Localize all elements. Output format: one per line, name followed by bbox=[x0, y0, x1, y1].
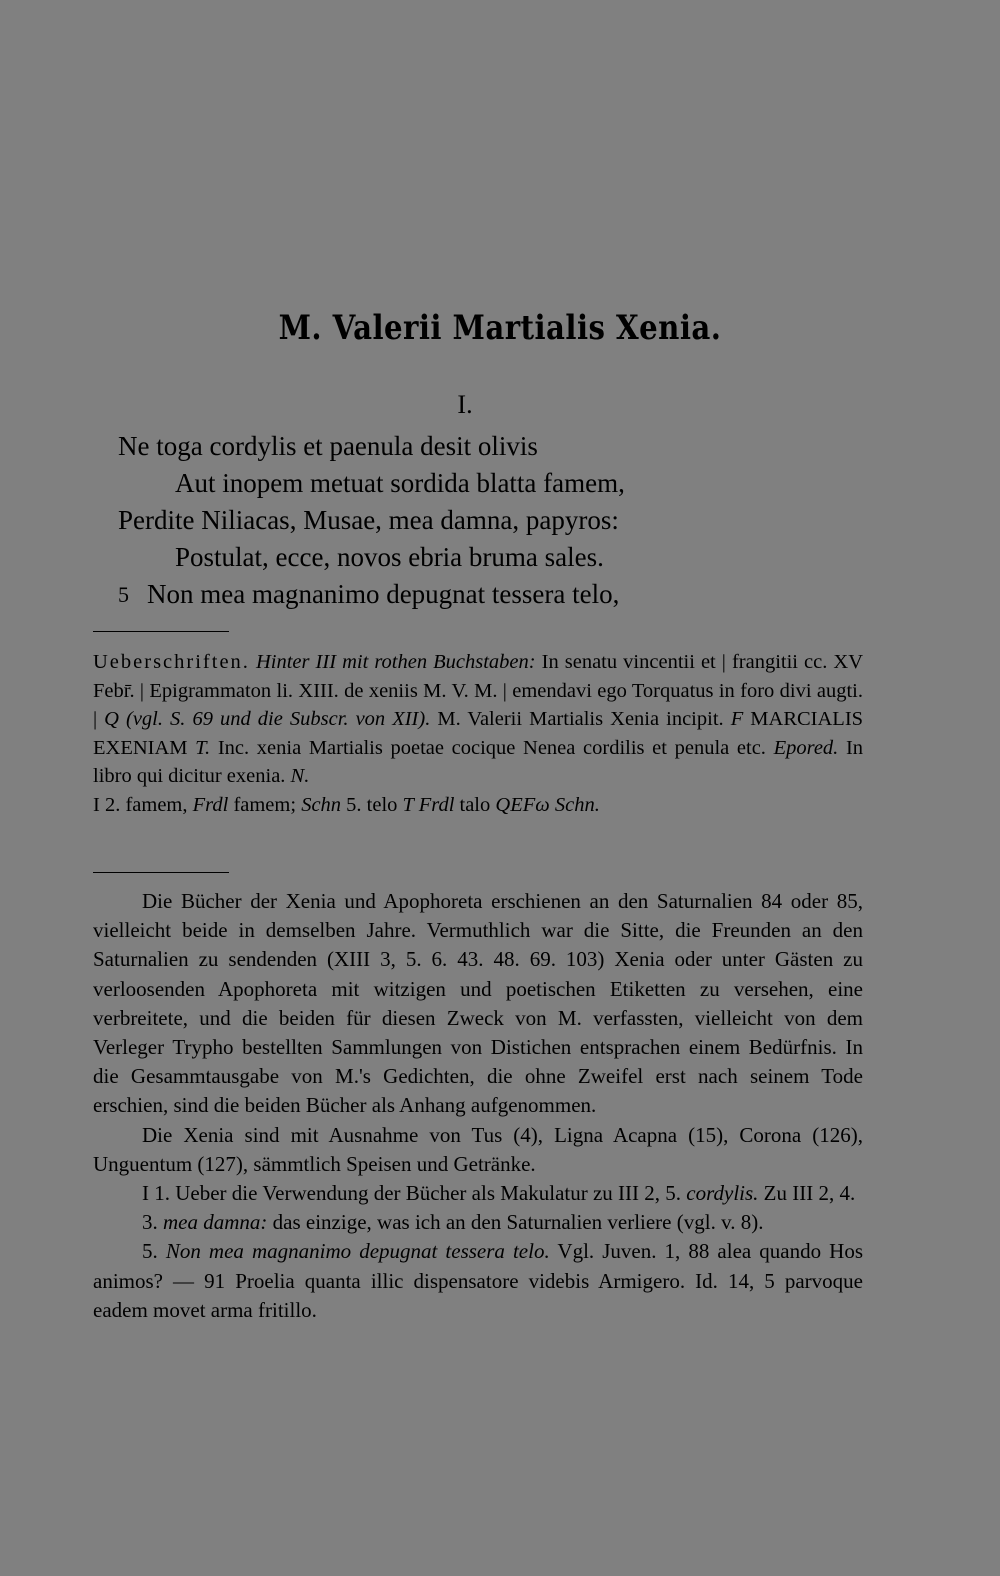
separator-rule bbox=[93, 872, 229, 873]
poem-number: I. bbox=[457, 390, 473, 419]
commentary-paragraph: Die Bücher der Xenia und Apophoreta erschienen an den Saturnalien 84 oder 85, vielleicht beide in demselben Jahre. Vermuthlich war die Sitte, die Freunden an den Saturnalien zu sendenden (XIII 3, 5. 6. 43. 48. 69. 103) Xenia oder unter Gästen zu verloosenden Apophoreta mit witzigen und poetischen Etiketten zu versehen, eine verbreitete, und die beiden für diesen Zweck von M. verfassten, vielleicht von dem Verleger Trypho bestellten Sammlungen von Distichen entsprachen einem Bedürfnis. In die Gesammtausgabe von M.'s Gedichten, die ohne Zweifel erst nach seinem Tode erschien, sind die beiden Bücher als Anhang aufgenommen. bbox=[93, 889, 863, 1118]
separator-rule bbox=[93, 631, 229, 632]
apparatus-headings-note: Ueberschriften. Hinter III mit rothen Buchstaben: In senatu vincentii et | frangitii cc. XV Febr̄. | Epigrammaton li. XIII. de xeniis M. V. M. | emendavi ego Torquatus in foro divi augti. | Q (vgl. S. 69 und die Subscr. von XII). M. Valerii Martialis Xenia incipit. F MARCIALIS EXENIAM T. Inc. xenia Martialis poetae cocique Nenea cordilis et penula etc. Epored. In libro qui dicitur exenia. N. bbox=[93, 651, 864, 787]
page-title: M. Valerii Martialis Xenia. bbox=[278, 308, 722, 348]
verse-line: Aut inopem metuat sordida blatta famem, bbox=[175, 468, 625, 498]
poem-text bbox=[118, 428, 878, 613]
critical-apparatus bbox=[93, 648, 863, 819]
commentary-paragraph: Die Xenia sind mit Ausnahme von Tus (4), Ligna Acapna (15), Corona (126), Unguentum (127), sämmtlich Speisen und Getränke. bbox=[93, 1122, 863, 1176]
apparatus-variants-note: I 2. famem, Frdl famem; Schn 5. telo T Frdl talo QEFω Schn. bbox=[93, 793, 600, 816]
verse-line: Postulat, ecce, novos ebria bruma sales. bbox=[175, 542, 604, 572]
verse-line: Ne toga cordylis et paenula desit olivis bbox=[118, 431, 538, 461]
verse-line-text: Non mea magnanimo depugnat tessera telo, bbox=[147, 579, 620, 609]
verse-line: Perdite Niliacas, Musae, mea damna, papyros: bbox=[118, 505, 619, 535]
verse-line bbox=[118, 576, 878, 613]
apparatus-heading: Ueberschriften. bbox=[93, 651, 250, 673]
commentary-paragraph: I 1. Ueber die Verwendung der Bücher als Makulatur zu III 2, 5. cordylis. Zu III 2, 4. bbox=[142, 1181, 856, 1206]
line-number: 5 bbox=[118, 582, 129, 607]
commentary-paragraph: 3. mea damna: das einzige, was ich an den Saturnalien verliere (vgl. v. 8). bbox=[142, 1210, 764, 1235]
commentary bbox=[93, 887, 863, 1325]
commentary-paragraph: 5. Non mea magnanimo depugnat tessera telo. Vgl. Juven. 1, 88 alea quando Hos animos? — 91 Proelia quanta illic dispensatore videbis Armigero. Id. 14, 5 parvoque eadem movet arma fritillo. bbox=[93, 1239, 864, 1322]
